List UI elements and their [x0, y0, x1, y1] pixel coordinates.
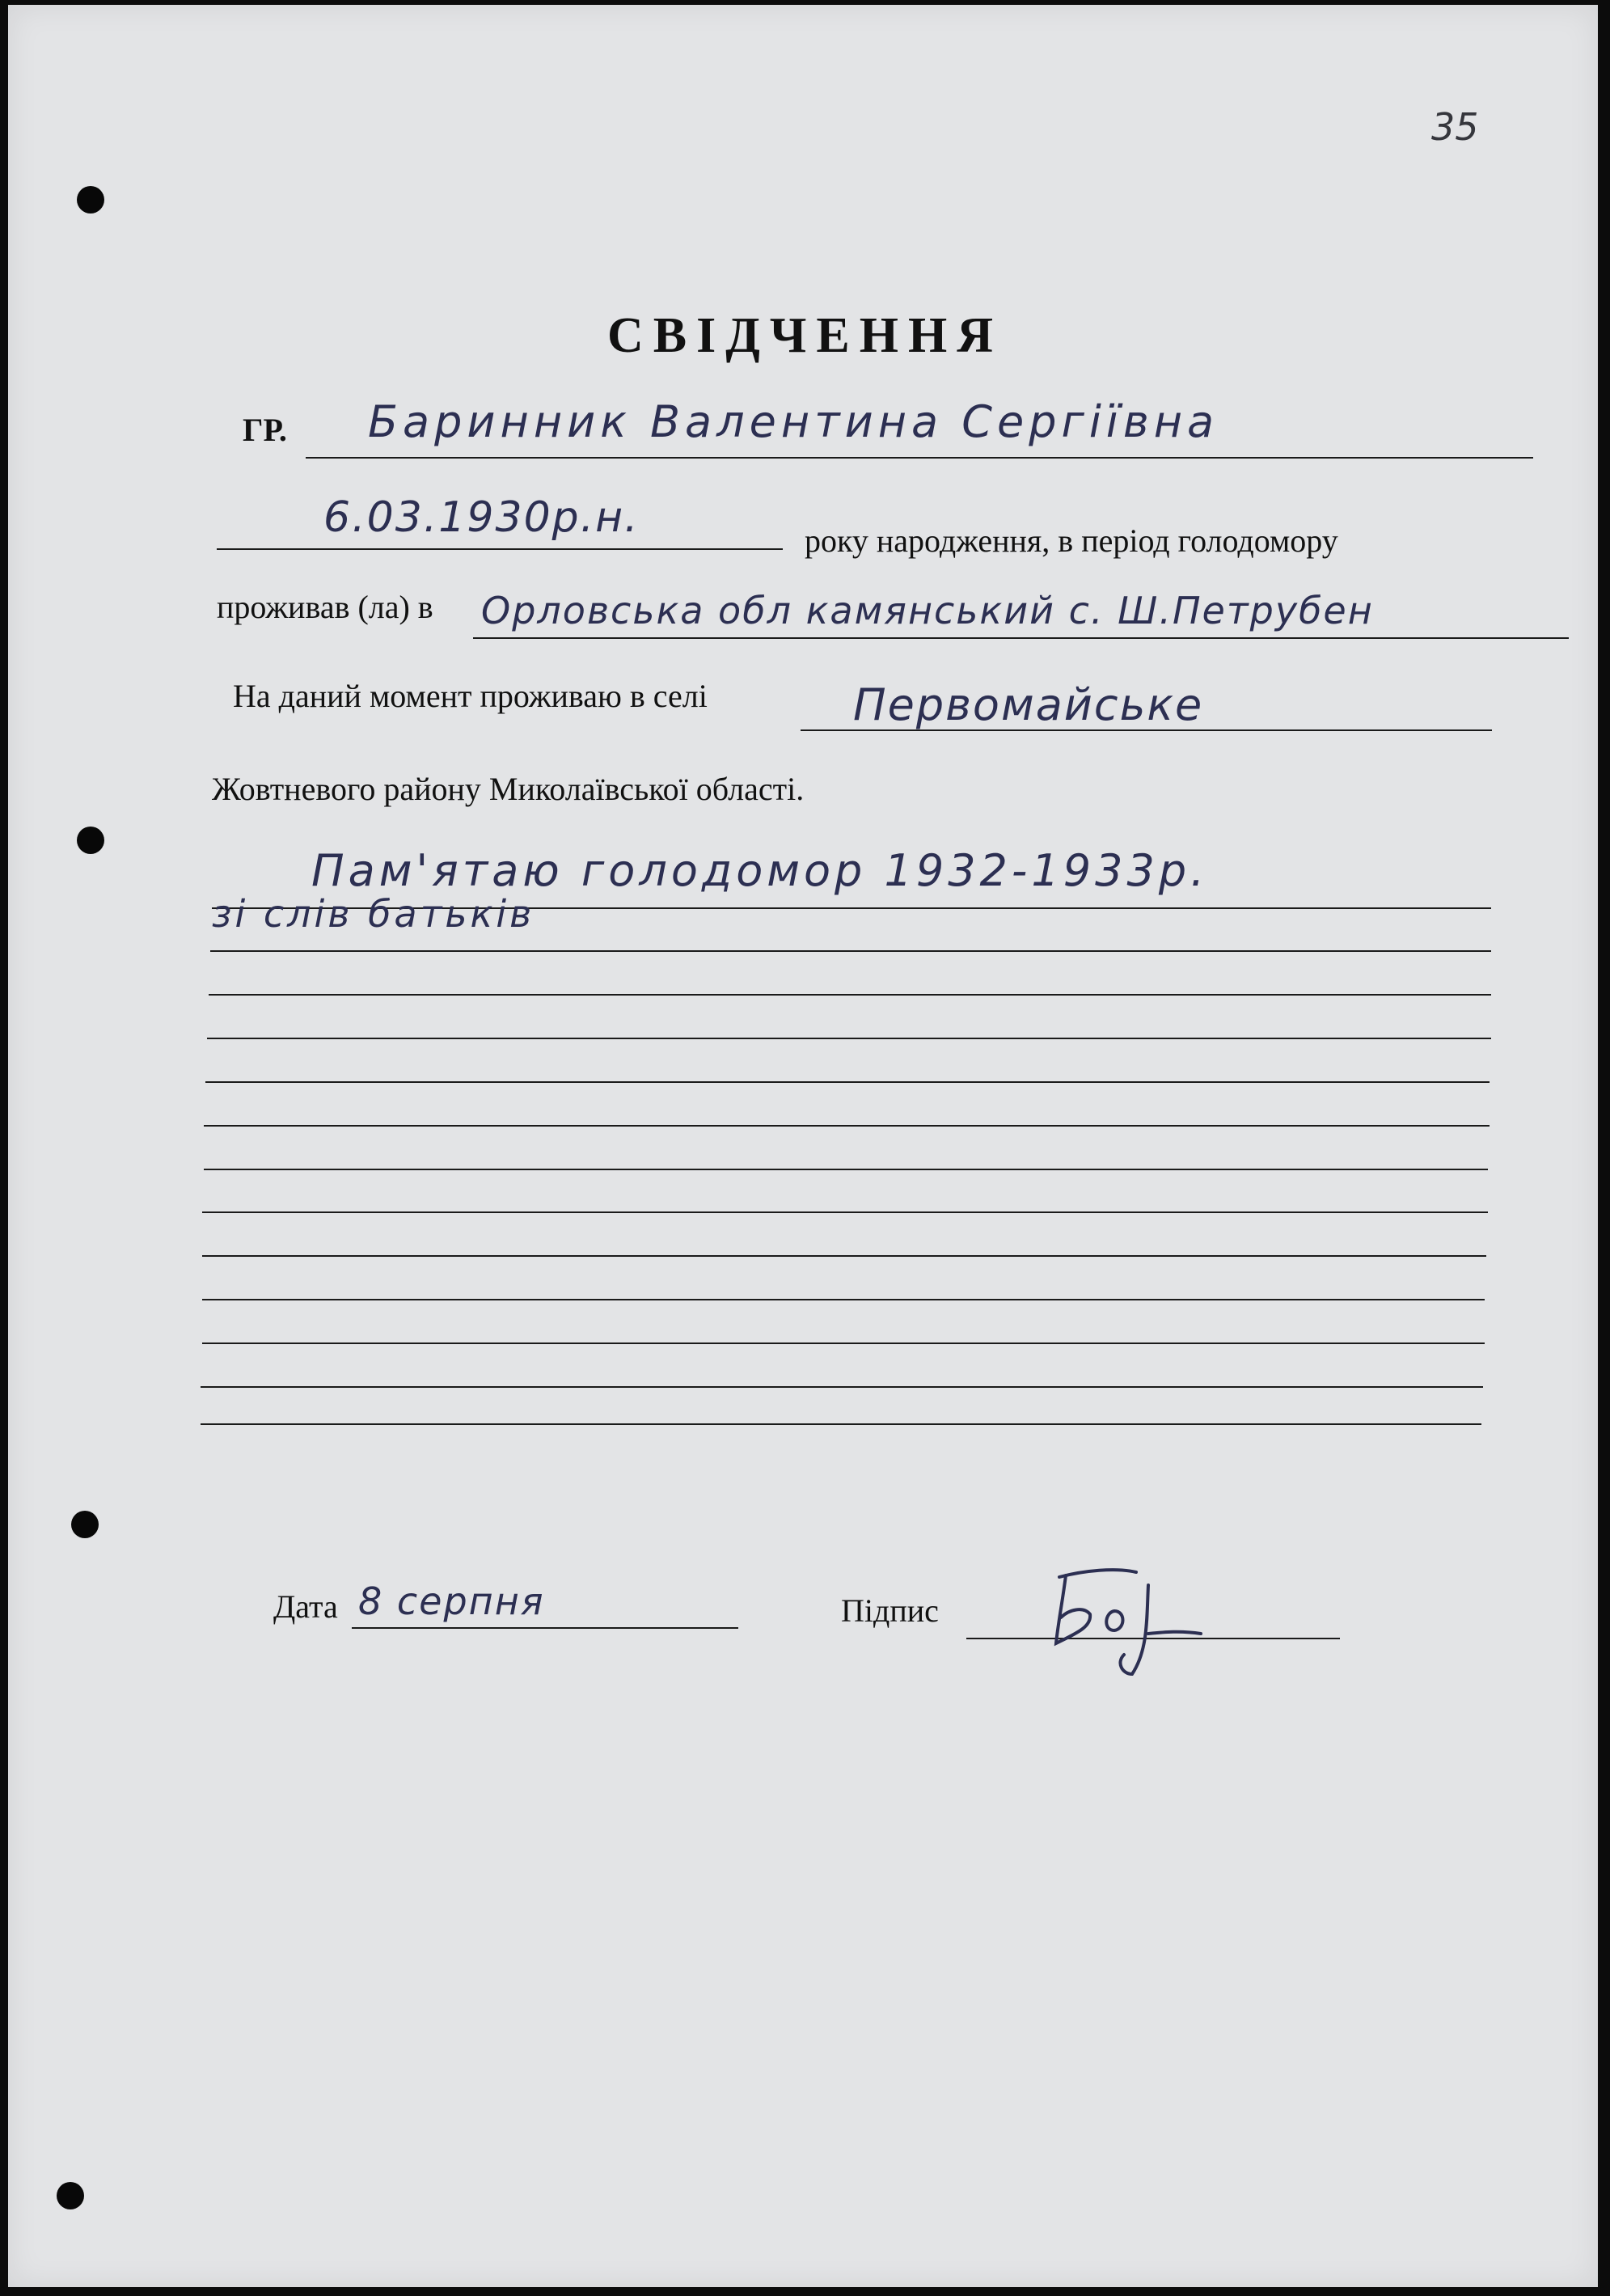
name-line [306, 457, 1533, 459]
testimony-line [209, 994, 1491, 996]
testimony-text-line-2: зі слів батьків [212, 892, 535, 936]
lived-line [473, 637, 1569, 639]
birth-suffix-text: року народження, в період голодомору [805, 522, 1338, 559]
testimony-text-line-1: Пам'ятаю голодомор 1932-1933р. [311, 845, 1209, 896]
testimony-line [201, 1386, 1483, 1388]
testimony-line [205, 1081, 1490, 1083]
testimony-line [202, 1299, 1485, 1300]
citizen-name: Баринник Валентина Сергіївна [368, 396, 1219, 447]
testimony-line [201, 1423, 1481, 1425]
page-number: 35 [1431, 105, 1479, 149]
testimony-line [202, 1211, 1488, 1213]
signature-mark [1027, 1553, 1221, 1682]
testimony-line [204, 1169, 1488, 1170]
lived-label: проживав (ла) в [217, 589, 433, 625]
testimony-line [204, 1125, 1490, 1127]
testimony-line [207, 1038, 1491, 1039]
lived-place: Орловська обл камянський с. Ш.Петрубен [481, 589, 1374, 632]
document-title: СВІДЧЕННЯ [607, 308, 1003, 363]
testimony-line [210, 950, 1491, 952]
birth-date-line [217, 548, 783, 550]
birth-date: 6.03.1930р.н. [323, 493, 640, 542]
date-value: 8 серпня [358, 1579, 545, 1623]
current-village: Первомайське [853, 679, 1204, 730]
citizen-label: ГР. [243, 412, 287, 448]
date-line [352, 1627, 738, 1629]
signature-label: Підпис [841, 1592, 939, 1629]
punch-hole [57, 2182, 84, 2209]
testimony-line [202, 1255, 1486, 1257]
punch-hole [77, 186, 104, 214]
punch-hole [71, 1511, 99, 1538]
date-label: Дата [273, 1588, 338, 1625]
testimony-line [202, 1343, 1485, 1344]
punch-hole [77, 827, 104, 854]
current-label: На даний момент проживаю в селі [233, 678, 708, 714]
district-text: Жовтневого району Миколаївської області. [212, 771, 805, 807]
